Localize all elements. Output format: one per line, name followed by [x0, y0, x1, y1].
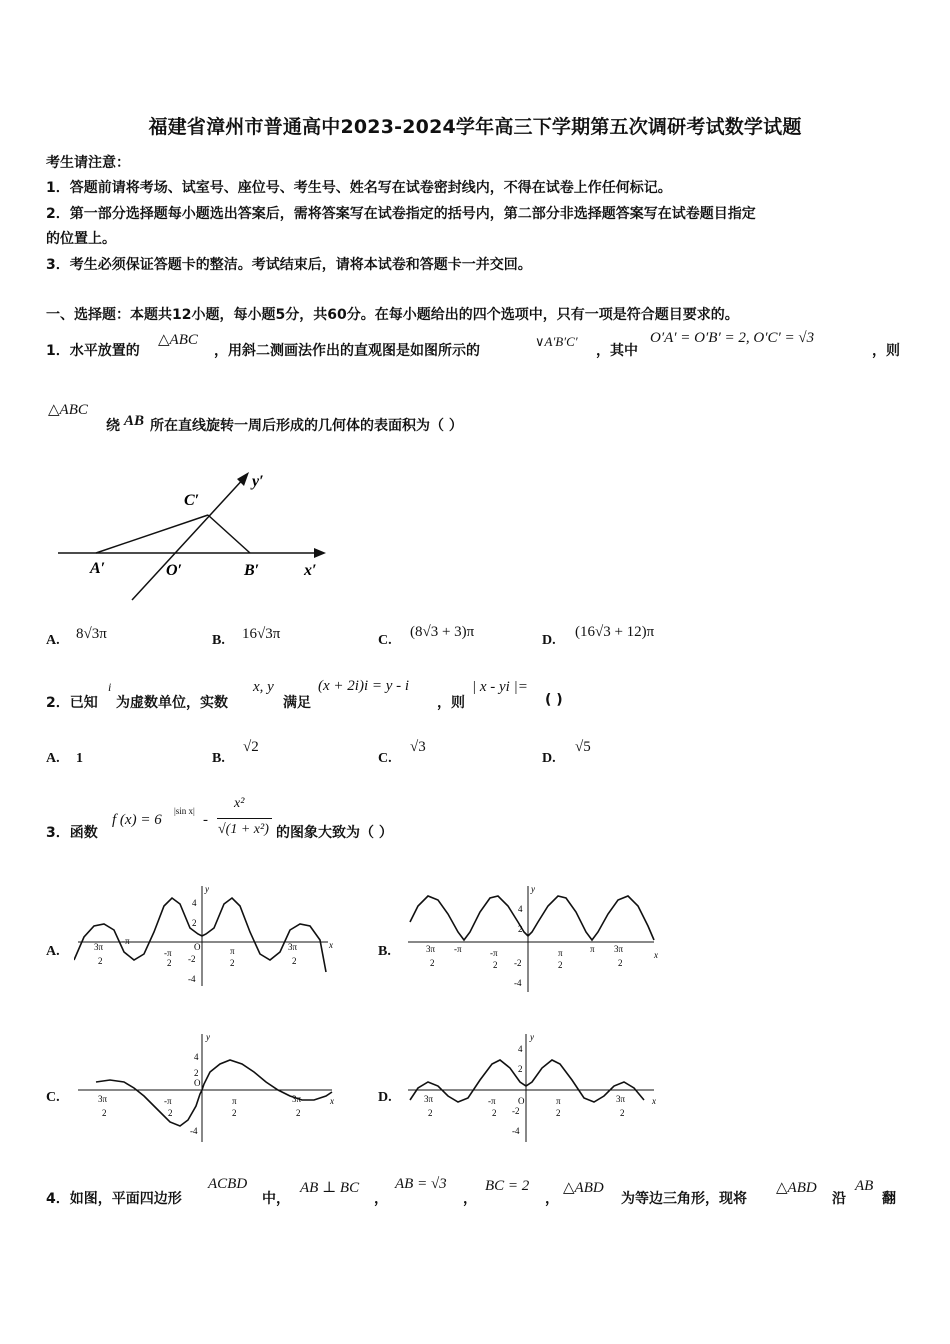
- label-c-prime: C′: [184, 492, 200, 509]
- q1-math-ab: AB: [124, 413, 145, 429]
- graph-c-tick-pi2-den: 2: [232, 1108, 237, 1118]
- q3-graph-c: [74, 1030, 336, 1146]
- q1-math-abc-2: △ABC: [48, 402, 88, 418]
- q2-option-c-letter: C.: [378, 751, 392, 766]
- notice-item-2-cont: 的位置上。: [46, 231, 116, 247]
- q4-text-4: ，: [463, 1191, 477, 1207]
- graph-a-curve: [74, 898, 326, 972]
- graph-d-curve: [410, 1060, 644, 1102]
- graph-d-tick-2: 2: [518, 1064, 523, 1074]
- graph-b-curve: [410, 896, 654, 940]
- q2-math-xy: x, y: [253, 679, 274, 695]
- graph-a-tick-negpi2: -π: [164, 948, 172, 958]
- graph-c-tick-neg3pi: 3π: [98, 1094, 108, 1104]
- graph-d-origin: O: [518, 1096, 525, 1106]
- q4-text-1: 4．如图，平面四边形: [46, 1191, 182, 1207]
- q1-option-d-letter: D.: [542, 633, 556, 648]
- q3-text-1: 3．函数: [46, 825, 98, 841]
- q3-option-d-letter: D.: [378, 1090, 392, 1105]
- q1-math-lengths: O′A′ = O′B′ = 2, O′C′ = √3: [650, 330, 815, 346]
- q2-text-2: 为虚数单位，实数: [116, 695, 228, 711]
- q3-graph-a: [74, 882, 336, 992]
- label-y-prime: y′: [252, 473, 264, 490]
- graph-b-tick-neg2: -2: [514, 958, 522, 968]
- q2-option-b-letter: B.: [212, 751, 225, 766]
- q2-option-a-value: 1: [76, 751, 83, 766]
- q2-text-4: ，则: [437, 695, 465, 711]
- q4-math-acbd: ACBD: [208, 1176, 248, 1192]
- q3-math-exponent: |sin x|: [174, 806, 195, 816]
- graph-b-tick-pi2-den: 2: [558, 960, 563, 970]
- q3-option-a-letter: A.: [46, 944, 60, 959]
- q4-text-7: 沿: [832, 1191, 846, 1207]
- graph-c-origin: O: [194, 1078, 201, 1088]
- label-b-prime: B′: [244, 562, 260, 579]
- notice-header: 考生请注意：: [46, 155, 130, 171]
- graph-a-tick-pi2-den: 2: [230, 958, 235, 968]
- label-x-prime: x′: [304, 562, 317, 579]
- q1-text-2: ，用斜二测画法作出的直观图是如图所示的: [214, 343, 480, 359]
- graph-c-tick-3pi2-den: 2: [296, 1108, 301, 1118]
- q4-text-8: 翻: [882, 1191, 896, 1207]
- q3-graph-b: [404, 882, 660, 992]
- q1-text-1: 1．水平放置的: [46, 343, 140, 359]
- q4-math-bc-len: BC = 2: [485, 1178, 530, 1194]
- q3-math-denominator: √(1 + x²): [218, 822, 269, 837]
- q3-math-numerator: x²: [234, 796, 245, 811]
- graph-a-tick-negpi2-den: 2: [167, 958, 172, 968]
- q3-option-b-letter: B.: [378, 944, 391, 959]
- q2-option-a-letter: A.: [46, 751, 60, 766]
- graph-a-origin: O: [194, 942, 201, 952]
- graph-d-tick-pi2: π: [556, 1096, 561, 1106]
- graph-d-tick-neg4: -4: [512, 1126, 520, 1136]
- q3-math-minus: -: [203, 812, 208, 828]
- q1-option-a-value: 8√3π: [76, 626, 107, 642]
- graph-a-tick-3pi2: 3π: [288, 942, 298, 952]
- graph-b-tick-pi2: π: [558, 948, 563, 958]
- graph-a-tick-3pi2-den: 2: [292, 956, 297, 966]
- graph-d-x-label: x: [652, 1096, 656, 1106]
- q3-graph-d: [404, 1030, 660, 1146]
- graph-a-tick-neg3pi-den: 2: [98, 956, 103, 966]
- q1-text-5a: 绕: [106, 418, 120, 434]
- q4-math-ab-2: AB: [855, 1178, 874, 1194]
- graph-b-tick-2: 2: [518, 924, 523, 934]
- graph-a-y-label: y: [205, 884, 209, 894]
- q1-text-3: ，其中: [596, 343, 638, 359]
- graph-b-tick-3pi2-den: 2: [618, 958, 623, 968]
- graph-d-tick-negpi2: -π: [488, 1096, 496, 1106]
- x-axis-arrow-icon: [314, 548, 326, 558]
- graph-c-y-label: y: [206, 1032, 210, 1042]
- q1-option-c-letter: C.: [378, 633, 392, 648]
- graph-b-y-label: y: [531, 884, 535, 894]
- q1-option-c-value: (8√3 + 3)π: [410, 624, 475, 640]
- graph-b-tick-neg3pi-den: 2: [430, 958, 435, 968]
- segment-c-b: [208, 515, 250, 553]
- graph-c-tick-4: 4: [194, 1052, 199, 1062]
- q4-text-6: 为等边三角形，现将: [621, 1191, 747, 1207]
- graph-b-tick-negpi2-den: 2: [493, 960, 498, 970]
- q4-math-perp: AB ⊥ BC: [300, 1180, 360, 1196]
- graph-d-tick-3pi2: 3π: [616, 1094, 626, 1104]
- graph-b-tick-neg4: -4: [514, 978, 522, 988]
- notice-item-2: 2．第一部分选择题每小题选出答案后，需将答案写在试卷指定的括号内，第二部分非选择题答案写在试卷题目指定: [46, 206, 756, 222]
- graph-a-tick-pi2: π: [230, 946, 235, 956]
- q1-option-d-value: (16√3 + 12)π: [575, 624, 655, 640]
- graph-a-tick-negpi: -π: [122, 936, 130, 946]
- graph-a-tick-neg4: -4: [188, 974, 196, 984]
- graph-b-tick-4: 4: [518, 904, 523, 914]
- label-a-prime: A′: [90, 560, 106, 577]
- q2-math-i: i: [108, 680, 112, 694]
- graph-b-x-label: x: [654, 950, 658, 960]
- q2-text-3: 满足: [283, 695, 311, 711]
- graph-c-tick-2: 2: [194, 1068, 199, 1078]
- label-o-prime: O′: [166, 562, 183, 579]
- page-title: 福建省漳州市普通高中2023-2024学年高三下学期第五次调研考试数学试题: [148, 116, 802, 138]
- q1-oblique-figure: [50, 460, 340, 610]
- q2-option-c-value: √3: [410, 739, 426, 755]
- q1-option-a-letter: A.: [46, 633, 60, 648]
- q1-math-abc: △ABC: [158, 332, 198, 348]
- section-heading: 一、选择题：本题共12小题，每小题5分，共60分。在每小题给出的四个选项中，只有一项是符合题目要求的。: [46, 307, 739, 323]
- graph-c-tick-negpi2: -π: [164, 1096, 172, 1106]
- q2-math-equation: (x + 2i)i = y - i: [318, 678, 410, 694]
- graph-d-tick-4: 4: [518, 1044, 523, 1054]
- graph-b-tick-negpi2: -π: [490, 948, 498, 958]
- graph-d-y-label: y: [530, 1032, 534, 1042]
- graph-c-tick-neg3pi-den: 2: [102, 1108, 107, 1118]
- q1-text-5c: 所在直线旋转一周后形成的几何体的表面积为（ ）: [150, 418, 463, 434]
- graph-a-tick-4: 4: [192, 898, 197, 908]
- notice-item-1: 1．答题前请将考场、试室号、座位号、考生号、姓名写在试卷密封线内，不得在试卷上作任何标记。: [46, 180, 672, 196]
- graph-a-x-label: x: [329, 940, 333, 950]
- graph-c-tick-negpi2-den: 2: [168, 1108, 173, 1118]
- q3-option-c-letter: C.: [46, 1090, 60, 1105]
- q1-option-b-letter: B.: [212, 633, 225, 648]
- graph-d-tick-neg2: -2: [512, 1106, 520, 1116]
- q4-text-2: 中，: [262, 1191, 290, 1207]
- graph-b-tick-3pi2: 3π: [614, 944, 624, 954]
- q3-fraction-bar: [217, 818, 272, 819]
- q2-option-b-value: √2: [243, 739, 259, 755]
- graph-d-tick-3pi2-den: 2: [620, 1108, 625, 1118]
- graph-a-tick-neg3pi: 3π: [94, 942, 104, 952]
- graph-a-tick-2: 2: [192, 918, 197, 928]
- q4-math-ab-len: AB = √3: [395, 1176, 447, 1192]
- q1-math-abc-prime: ∨A′B′C′: [535, 334, 578, 349]
- q3-text-2: 的图象大致为（ ）: [276, 825, 393, 841]
- graph-d-tick-negpi2-den: 2: [492, 1108, 497, 1118]
- graph-b-tick-pi: π: [590, 944, 595, 954]
- graph-c-tick-3pi2: 3π: [292, 1094, 302, 1104]
- q2-answer-bracket: ( ): [545, 692, 563, 708]
- graph-b-tick-neg3pi: 3π: [426, 944, 436, 954]
- q4-text-5: ，: [545, 1191, 559, 1207]
- graph-d-tick-neg3pi: 3π: [424, 1094, 434, 1104]
- graph-c-x-label: x: [330, 1096, 334, 1106]
- q1-option-b-value: 16√3π: [242, 626, 281, 642]
- q4-text-3: ，: [374, 1191, 388, 1207]
- q3-math-f: f (x) = 6: [112, 812, 162, 828]
- q4-math-abd-2: △ABD: [776, 1180, 817, 1196]
- graph-d-tick-neg3pi-den: 2: [428, 1108, 433, 1118]
- graph-b-tick-negpi: -π: [454, 944, 462, 954]
- graph-a-tick-neg2: -2: [188, 954, 196, 964]
- q2-math-modulus: | x - yi |=: [472, 679, 528, 695]
- graph-c-tick-neg4: -4: [190, 1126, 198, 1136]
- segment-a-c: [96, 515, 208, 553]
- graph-d-tick-pi2-den: 2: [556, 1108, 561, 1118]
- q4-math-abd: △ABD: [563, 1180, 604, 1196]
- notice-item-3: 3．考生必须保证答题卡的整洁。考试结束后，请将本试卷和答题卡一并交回。: [46, 257, 532, 273]
- q1-text-4: ，则: [872, 343, 900, 359]
- q2-option-d-value: √5: [575, 739, 591, 755]
- q2-option-d-letter: D.: [542, 751, 556, 766]
- q2-text-1: 2．已知: [46, 695, 98, 711]
- graph-c-tick-pi2: π: [232, 1096, 237, 1106]
